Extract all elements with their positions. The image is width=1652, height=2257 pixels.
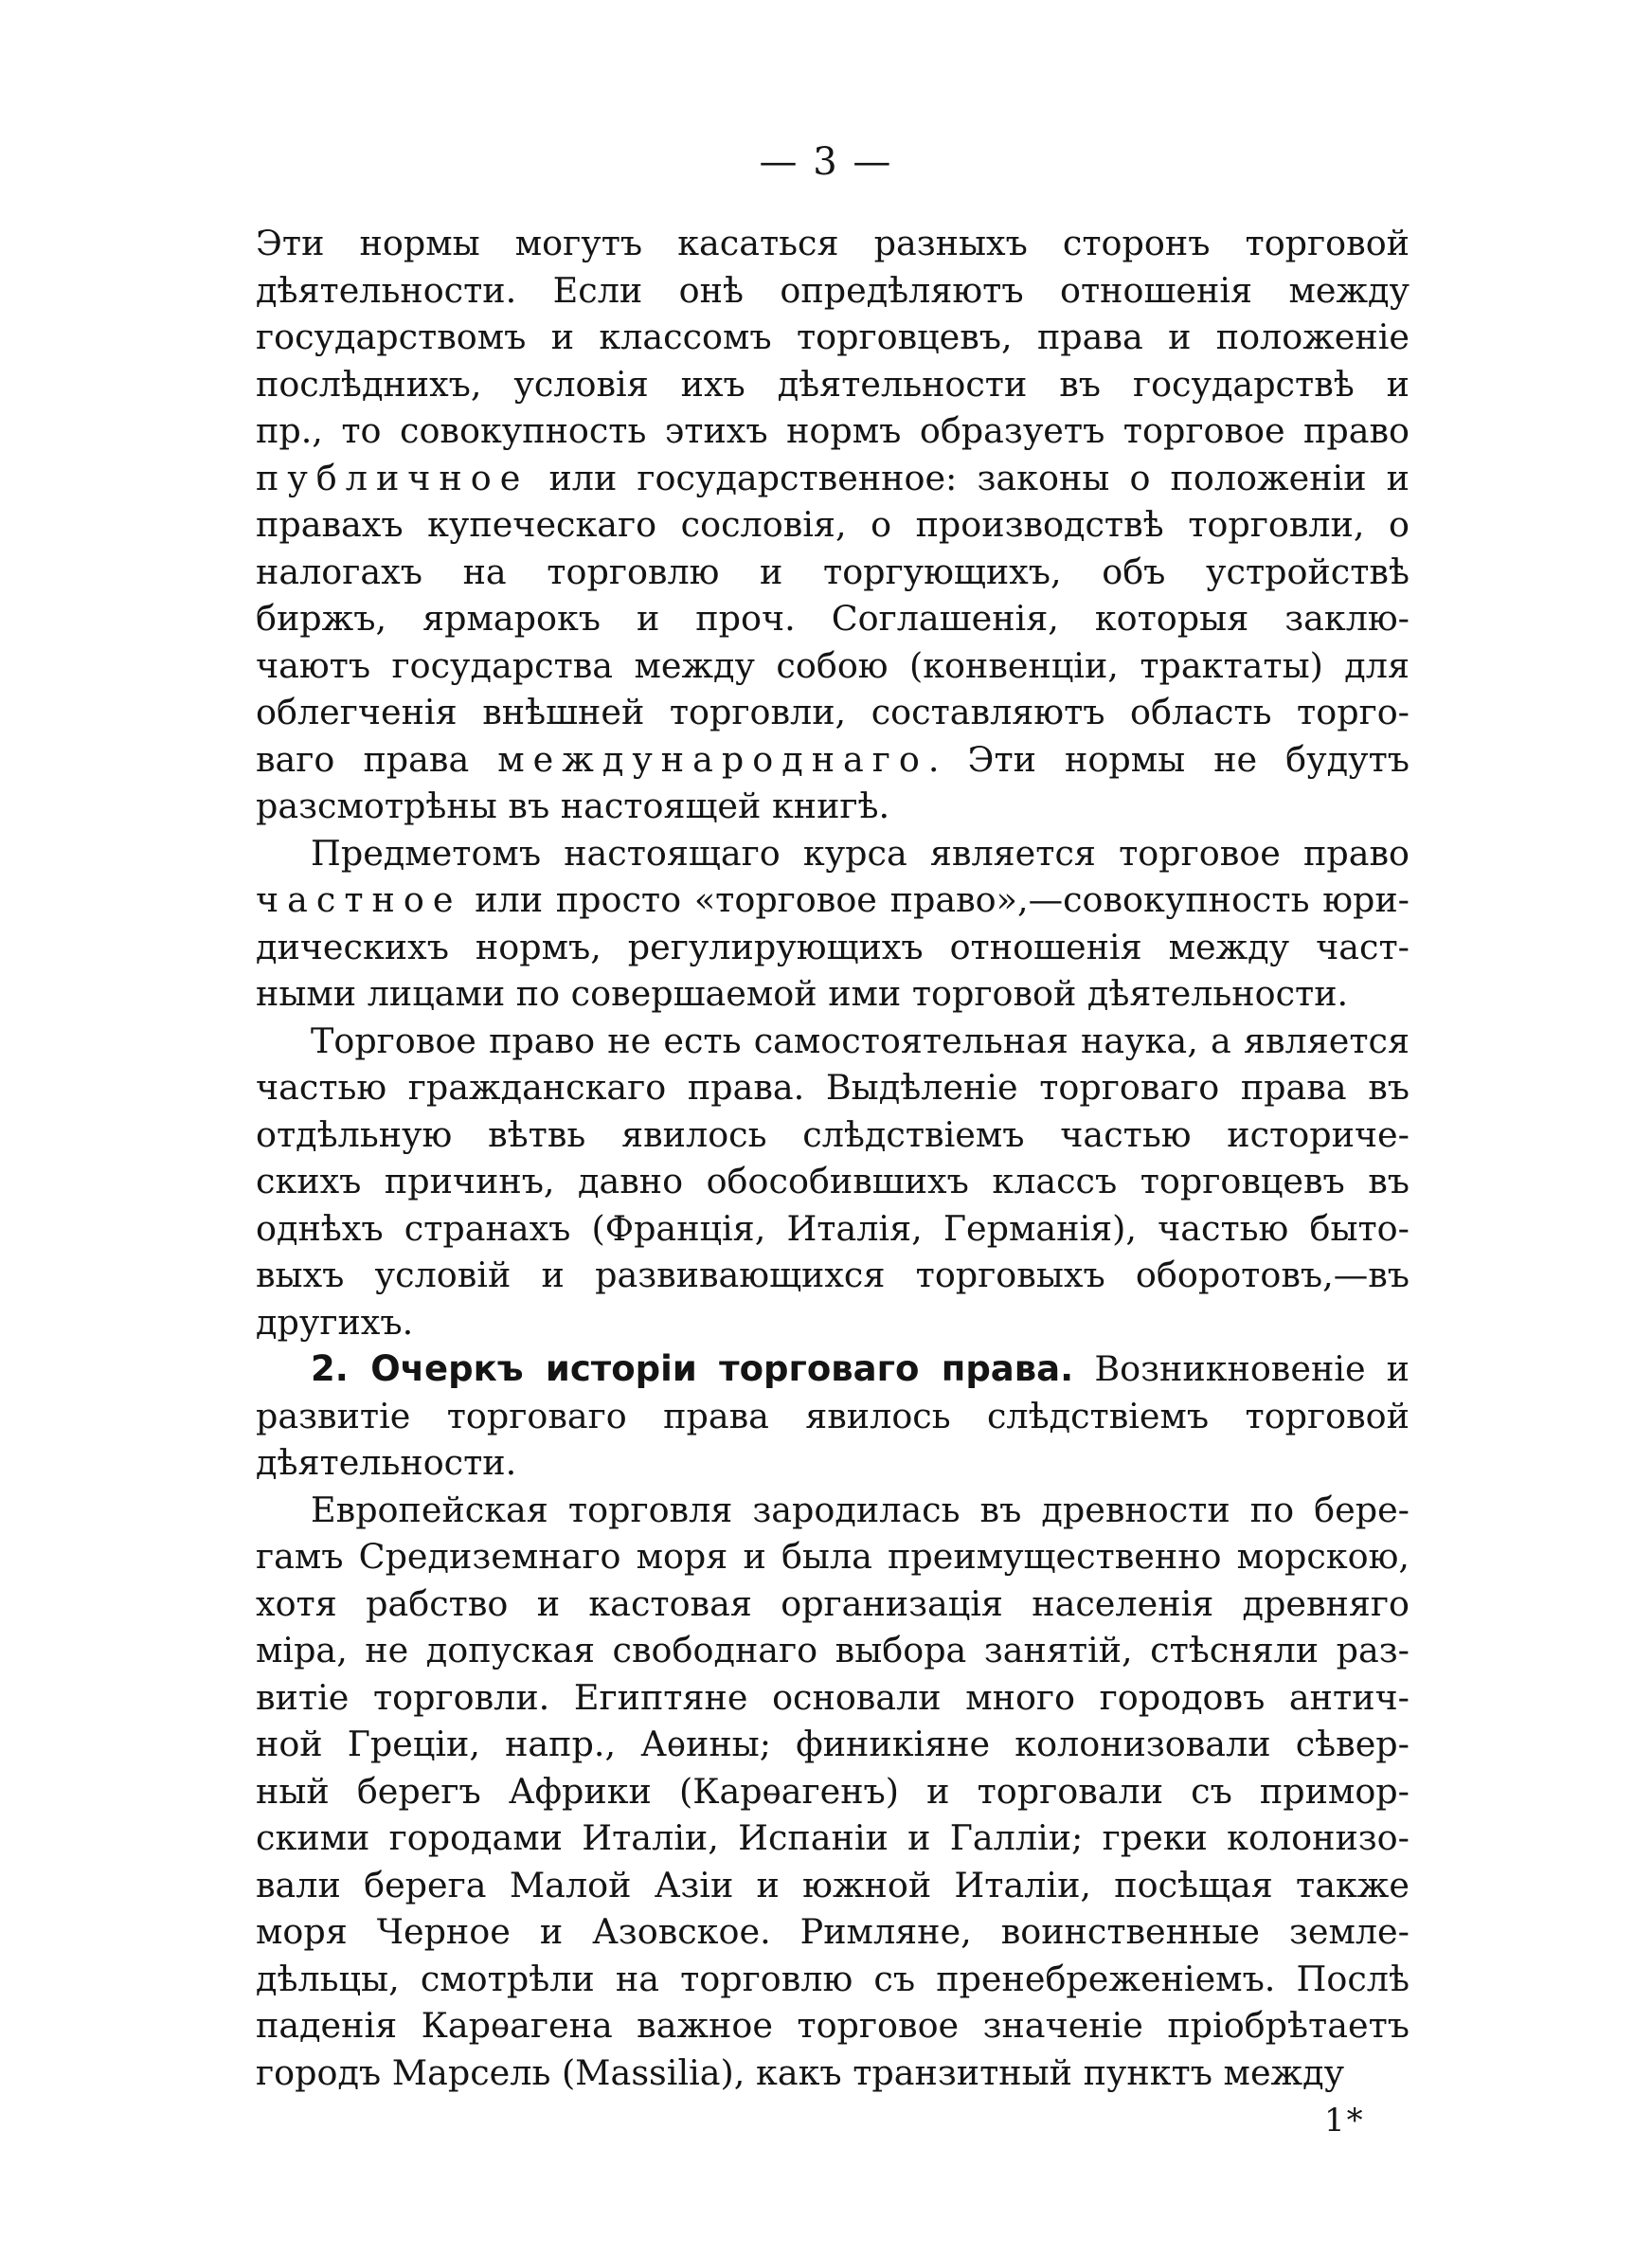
text-segment: городъ Марсель (Massilia), какъ транзитный пунктъ между — [256, 2051, 1345, 2093]
text-segment: Предметомъ настоящаго курса является торговое право — [311, 832, 1410, 874]
text-segment: государствомъ и классомъ торговцевъ, права и положеніе — [256, 316, 1410, 357]
section-heading: 2. Очеркъ исторіи торговаго права. — [311, 1348, 1074, 1389]
paragraph — [256, 830, 1410, 1018]
text-line — [256, 1299, 1410, 1346]
page-number: — 3 — — [759, 140, 893, 184]
text-line — [256, 970, 1410, 1018]
text-segment: скихъ причинъ, давно обособившихъ классъ торговцевъ въ — [256, 1161, 1410, 1201]
text-segment: . Эти нормы не будутъ — [927, 738, 1410, 780]
text-segment: налогахъ на торговлю и торгующихъ, объ устройствѣ — [256, 551, 1410, 592]
printer-signature-mark: 1* — [1324, 2102, 1365, 2140]
text-line — [256, 455, 1410, 502]
spaced-emphasis: публичное — [256, 457, 530, 498]
text-line — [256, 2002, 1410, 2049]
text-segment: хотя рабство и кастовая организація населенія древняго — [256, 1582, 1410, 1624]
text-line — [256, 924, 1410, 971]
text-line — [256, 830, 1410, 877]
text-line — [256, 1393, 1410, 1440]
text-segment: ной Греціи, напр., Аѳины; финикіяне колонизовали сѣвер- — [256, 1724, 1410, 1764]
paragraph — [256, 1345, 1410, 1487]
text-line — [256, 642, 1410, 690]
text-line — [256, 1345, 1410, 1393]
text-segment: или просто «торговое право»,—совокупность юри- — [461, 879, 1410, 920]
text-segment: выхъ условій и развивающихся торговыхъ оборотовъ,—въ — [256, 1255, 1410, 1295]
paragraph — [256, 1018, 1410, 1346]
body-text — [256, 220, 1410, 2096]
text-line — [256, 1768, 1410, 1815]
text-line — [256, 1627, 1410, 1674]
text-segment: Возникновеніе и — [1073, 1348, 1410, 1389]
text-line — [256, 1064, 1410, 1111]
text-segment: частью гражданскаго права. Выдѣленіе торговаго права въ — [256, 1067, 1410, 1108]
text-segment: или государственное: законы о положеніи и — [529, 457, 1410, 498]
text-line — [256, 736, 1410, 784]
text-line — [256, 1721, 1410, 1768]
text-segment: гамъ Средиземнаго моря и была преимущественно морскою, — [256, 1536, 1410, 1577]
spaced-emphasis: частное — [256, 879, 462, 920]
text-line — [256, 314, 1410, 361]
text-line — [256, 549, 1410, 596]
text-segment: правахъ купеческаго сословія, о производствѣ торговли, о — [256, 504, 1410, 545]
text-segment: послѣднихъ, условія ихъ дѣятельности въ государствѣ и — [256, 363, 1410, 405]
text-line — [256, 1815, 1410, 1862]
text-segment: вали берега Малой Азіи и южной Италіи, посѣщая также — [256, 1864, 1410, 1905]
text-segment: міра, не допуская свободнаго выбора занятій, стѣсняли раз- — [256, 1630, 1410, 1670]
text-line — [256, 1252, 1410, 1299]
text-segment: ваго права — [256, 738, 498, 780]
text-line — [256, 1205, 1410, 1253]
text-line — [256, 1439, 1410, 1487]
text-segment: Эти нормы могутъ касаться разныхъ сторонъ торговой — [256, 223, 1410, 263]
text-segment: витіе торговли. Египтяне основали много городовъ антич- — [256, 1676, 1410, 1718]
text-segment: скими городами Италіи, Испаніи и Галліи; греки колонизо- — [256, 1817, 1410, 1858]
text-line — [256, 267, 1410, 315]
text-segment: дѣятельности. Если онѣ опредѣляютъ отношенія между — [256, 269, 1410, 311]
text-segment: моря Черное и Азовское. Римляне, воинственные земле- — [256, 1911, 1410, 1952]
text-line — [256, 876, 1410, 924]
text-segment: дическихъ нормъ, регулирующихъ отношенія между част- — [256, 926, 1410, 967]
text-segment: ный берегъ Африки (Карѳагенъ) и торговали съ примор- — [256, 1770, 1410, 1812]
text-segment: чаютъ государства между собою (конвенціи, трактаты) для — [256, 644, 1410, 686]
text-segment: отдѣльную вѣтвь явилось слѣдствіемъ частью историче- — [256, 1113, 1410, 1155]
text-line — [256, 361, 1410, 408]
text-line — [256, 595, 1410, 642]
text-segment: дѣятельности. — [256, 1442, 517, 1483]
text-segment: однѣхъ странахъ (Франція, Италія, Германія), частью быто- — [256, 1207, 1410, 1249]
text-segment: биржъ, ярмарокъ и проч. Соглашенія, которыя заклю- — [256, 598, 1410, 639]
text-segment: Торговое право не есть самостоятельная наука, а является — [311, 1020, 1410, 1061]
text-line — [256, 1533, 1410, 1580]
text-segment: пр., то совокупность этихъ нормъ образуетъ торговое право — [256, 410, 1410, 451]
text-segment: облегченія внѣшней торговли, составляютъ область торго- — [256, 692, 1410, 732]
text-line — [256, 1862, 1410, 1909]
text-segment: дѣльцы, смотрѣли на торговлю съ пренебреженіемъ. Послѣ — [256, 1958, 1410, 1999]
paragraph — [256, 1487, 1410, 2097]
text-line — [256, 1674, 1410, 1722]
text-line — [256, 689, 1410, 736]
text-line — [256, 1111, 1410, 1159]
text-line — [256, 220, 1410, 267]
spaced-emphasis: международнаго — [497, 738, 928, 780]
text-segment: разсмотрѣны въ настоящей книгѣ. — [256, 785, 890, 826]
text-line — [256, 1018, 1410, 1065]
text-line — [256, 501, 1410, 549]
text-line — [256, 1956, 1410, 2003]
text-segment: другихъ. — [256, 1301, 414, 1343]
text-line — [256, 1908, 1410, 1956]
text-segment: паденія Карѳагена важное торговое значеніе пріобрѣтаетъ — [256, 2005, 1410, 2046]
text-segment: развитіе торговаго права явилось слѣдствіемъ торговой — [256, 1395, 1410, 1436]
text-line — [256, 783, 1410, 830]
text-line — [256, 2049, 1410, 2097]
text-line — [256, 1580, 1410, 1628]
text-segment: ными лицами по совершаемой ими торговой дѣятельности. — [256, 973, 1349, 1014]
text-segment: Европейская торговля зародилась въ древности по бере- — [311, 1489, 1410, 1530]
paragraph — [256, 220, 1410, 830]
text-line — [256, 1158, 1410, 1205]
text-line — [256, 1487, 1410, 1534]
text-line — [256, 407, 1410, 455]
